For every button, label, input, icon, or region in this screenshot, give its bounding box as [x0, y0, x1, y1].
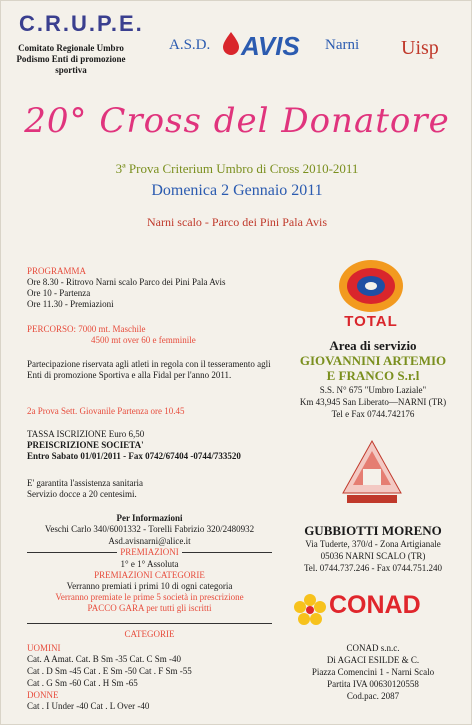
event-date: Domenica 2 Gennaio 2011: [151, 182, 323, 199]
categoria-line: Cat. A Amat. Cat. B Sm -35 Cat. C Sm -40: [27, 654, 182, 664]
divider: [27, 623, 272, 624]
preiscrizione-heading: PREISCRIZIONE SOCIETA': [27, 440, 144, 450]
gubbiotti-name: GUBBIOTTI MORENO: [304, 523, 442, 538]
premiazioni-assoluta: 1° e 1° Assoluta: [120, 559, 179, 569]
premiazioni-heading: PREMIAZIONI: [27, 547, 272, 558]
conad-line: Piazza Comencini 1 - Narni Scalo: [311, 667, 435, 677]
info-contacts: Veschi Carlo 340/6001332 - Torelli Fabrizio 320/2480932: [44, 524, 255, 534]
crupe-subtitle: Comitato Regionale Umbro Podismo Enti di promozione sportiva: [16, 43, 126, 75]
partecipazione-text: Partecipazione riservata agli atleti in regola con il tesseramento agli Enti di promozione Sportiva e alla Fidal per l'anno 2011.: [27, 359, 271, 380]
conad-line: Cod.pac. 2087: [346, 691, 400, 701]
blood-drop-icon: [221, 31, 241, 55]
total-logo-icon: [331, 256, 411, 316]
info-email: Asd.avisnarni@alice.it: [108, 536, 191, 546]
programma-line: Ore 8.30 - Ritrovo Narni scalo Parco dei Pini Pala Avis: [27, 277, 226, 287]
percorso-line: 4500 mt over 60 e femminile: [91, 335, 196, 345]
total-tel: Tel e Fax 0744.742176: [331, 409, 415, 419]
programma-line: Ore 11.30 - Premiazioni: [27, 299, 114, 309]
avis-logo: AVIS: [241, 31, 300, 61]
crupe-logo: C.R.U.P.E.: [19, 11, 144, 36]
percorso-line: PERCORSO: 7000 mt. Maschile: [27, 324, 146, 334]
event-place: Narni scalo - Parco dei Pini Pala Avis: [146, 215, 328, 229]
conad-line: CONAD s.n.c.: [346, 643, 400, 653]
giovannini-name: GIOVANNINI ARTEMIO: [299, 353, 447, 368]
conad-logo: CONAD: [329, 591, 421, 619]
gubbiotti-address: 05036 NARNI SCALO (TR): [320, 551, 426, 561]
categoria-line: Cat . I Under -40 Cat . L Over -40: [27, 701, 150, 711]
premiazioni-line: Verranno premiate le prime 5 società in prescrizione: [55, 592, 244, 602]
assistenza-line: E' garantita l'assistenza sanitaria: [27, 478, 143, 488]
giovannini-name: E FRANCO S.r.l: [326, 368, 420, 383]
total-logo: TOTAL: [344, 313, 398, 330]
asd-label: A.S.D.: [169, 37, 211, 53]
total-address: S.S. N° 675 "Umbro Laziale": [319, 385, 427, 395]
narni-label: Narni: [325, 37, 360, 53]
donne-heading: DONNE: [27, 690, 59, 700]
total-address: Km 43,945 San Liberato—NARNI (TR): [299, 397, 447, 407]
uomini-heading: UOMINI: [27, 643, 61, 653]
area-servizio: Area di servizio: [329, 338, 417, 353]
premiazioni-line: Verranno premiati i primi 10 di ogni categoria: [66, 581, 233, 591]
flower-icon: [293, 593, 327, 627]
pacco-gara: PACCO GARA per tutti gli iscritti: [87, 603, 212, 613]
seconda-prova: 2a Prova Sett. Giovanile Partenza ore 10.45: [27, 406, 185, 416]
premiazioni-categorie-heading: PREMIAZIONI CATEGORIE: [94, 570, 205, 580]
conad-line: Di AGACI ESILDE & C.: [326, 655, 420, 665]
gubbiotti-tel: Tel. 0744.737.246 - Fax 0744.751.240: [303, 563, 443, 573]
programma-line: Ore 10 - Partenza: [27, 288, 91, 298]
tassa-line: TASSA ISCRIZIONE Euro 6,50: [27, 429, 145, 439]
criterium-line: 3ª Prova Criterium Umbro di Cross 2010-2011: [115, 161, 359, 176]
info-heading: Per Informazioni: [116, 513, 183, 523]
categoria-line: Cat . G Sm -60 Cat . H Sm -65: [27, 678, 138, 688]
gubbiotti-logo-icon: [341, 439, 403, 507]
gubbiotti-address: Via Tuderte, 370/d - Zona Artigianale: [305, 539, 441, 549]
categorie-heading: CATEGORIE: [124, 629, 175, 639]
event-title: 20° Cross del Donatore: [24, 101, 450, 141]
uisp-logo: Uisp: [401, 37, 439, 59]
programma-heading: PROGRAMMA: [27, 266, 87, 276]
conad-line: Partita IVA 00630120558: [327, 679, 419, 689]
assistenza-line: Servizio docce a 20 centesimi.: [27, 489, 137, 499]
preiscrizione-deadline: Entro Sabato 01/01/2011 - Fax 0742/67404 -0744/733520: [27, 451, 241, 461]
categoria-line: Cat . D Sm -45 Cat . E Sm -50 Cat . F Sm -55: [27, 666, 192, 676]
